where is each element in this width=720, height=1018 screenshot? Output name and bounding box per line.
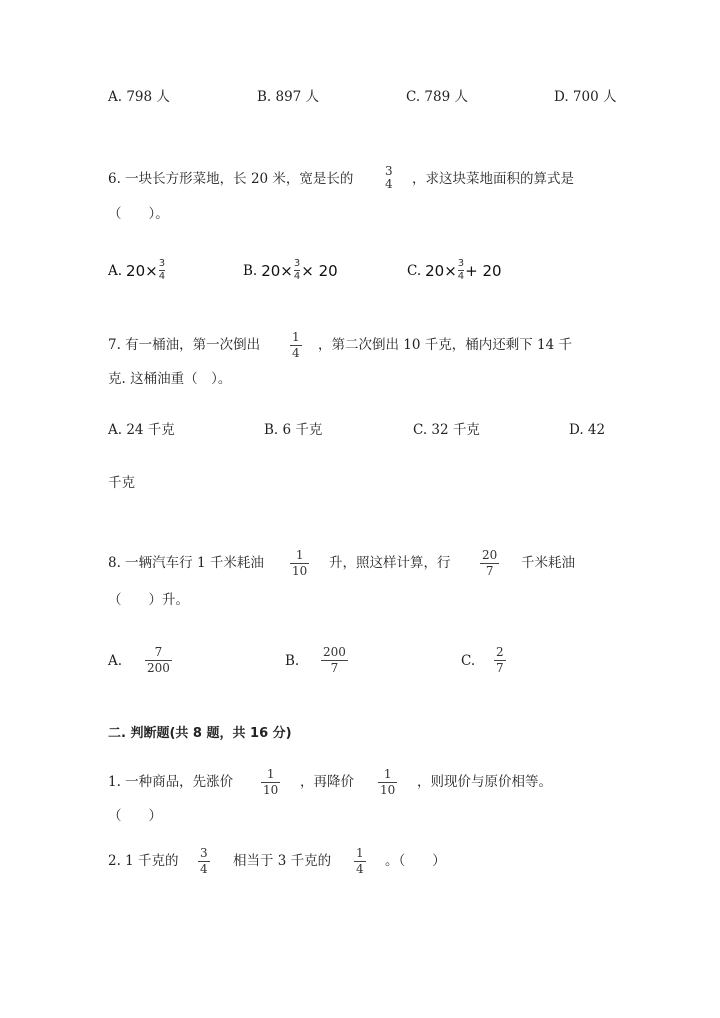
fraction-numerator: 3 bbox=[457, 258, 465, 269]
fraction-numerator: 7 bbox=[154, 645, 163, 659]
q6-fraction bbox=[383, 165, 395, 191]
fraction-denominator: 4 bbox=[356, 862, 364, 876]
fraction-denominator: 7 bbox=[330, 661, 339, 675]
option-pre: 20× bbox=[126, 261, 158, 280]
s2-q2-text: 2. 1 千克的 bbox=[108, 853, 179, 869]
s2-q2-fraction-2 bbox=[354, 847, 366, 876]
q6-answer-blank: （ ）。 bbox=[108, 206, 169, 222]
q6-text: 6. 一块长方形菜地，长 20 米，宽是长的 bbox=[108, 171, 354, 187]
option-fraction bbox=[458, 259, 464, 282]
s2-q1-answer-blank[interactable]: （ ） bbox=[108, 808, 162, 824]
fraction-denominator: 4 bbox=[457, 271, 465, 282]
fraction-numerator: 1 bbox=[356, 846, 364, 860]
q8-option-b-label[interactable]: B. bbox=[285, 653, 300, 669]
q8-fraction-1 bbox=[290, 549, 309, 578]
fraction-numerator: 3 bbox=[158, 258, 166, 269]
option-fraction bbox=[159, 259, 165, 282]
fraction-numerator: 200 bbox=[323, 645, 346, 659]
q5-option-c[interactable]: C. 789 人 bbox=[406, 89, 468, 105]
q5-option-d[interactable]: D. 700 人 bbox=[554, 89, 617, 105]
fraction-denominator: 4 bbox=[200, 862, 208, 876]
q8-option-b-fraction[interactable] bbox=[321, 646, 348, 675]
q5-option-b[interactable]: B. 897 人 bbox=[257, 89, 320, 105]
q8-text-mid: 升，照这样计算，行 bbox=[329, 555, 451, 571]
option-pre: 20× bbox=[261, 261, 293, 280]
fraction-numerator: 1 bbox=[295, 548, 304, 562]
section-title-judgment: 二. 判断题(共 8 题，共 16 分) bbox=[108, 726, 292, 741]
fraction-denominator: 7 bbox=[485, 564, 494, 578]
fraction-numerator: 2 bbox=[496, 645, 504, 659]
q6-option-a[interactable] bbox=[108, 259, 166, 282]
q7-option-c[interactable]: C. 32 千克 bbox=[413, 422, 480, 438]
fraction-denominator: 7 bbox=[496, 661, 504, 675]
q8-text: 8. 一辆汽车行 1 千米耗油 bbox=[108, 555, 264, 571]
fraction-denominator: 10 bbox=[292, 564, 308, 578]
q7-fraction bbox=[290, 331, 302, 360]
q7-option-d-wrap: 千克 bbox=[108, 475, 135, 491]
s2-q1-fraction-2 bbox=[378, 768, 397, 797]
option-label: C. bbox=[407, 262, 422, 279]
s2-q2-text-after[interactable]: 。（ ） bbox=[385, 853, 446, 869]
fraction-denominator: 200 bbox=[147, 661, 170, 675]
q8-answer-blank: （ ）升。 bbox=[108, 592, 189, 608]
fraction-numerator: 3 bbox=[293, 258, 301, 269]
s2-q1-text: 1. 一种商品，先涨价 bbox=[108, 774, 234, 790]
q7-text: 7. 有一桶油，第一次倒出 bbox=[108, 337, 261, 353]
option-label: B. bbox=[243, 262, 258, 279]
s2-q1-fraction-1 bbox=[261, 768, 280, 797]
q8-fraction-2 bbox=[480, 549, 499, 578]
s2-q1-text-after: ，则现价与原价相等。 bbox=[417, 774, 552, 790]
q8-text-after: 千米耗油 bbox=[521, 555, 575, 571]
q8-option-c-label[interactable]: C. bbox=[461, 653, 476, 669]
q7-text-after: ，第二次倒出 10 千克，桶内还剩下 14 千 bbox=[318, 337, 573, 353]
fraction-numerator: 1 bbox=[292, 330, 300, 344]
q6-option-c[interactable] bbox=[407, 259, 502, 282]
s2-q1-text-mid: ，再降价 bbox=[300, 774, 354, 790]
fraction-numerator: 1 bbox=[383, 767, 392, 781]
option-pre: 20× bbox=[425, 261, 457, 280]
q7-option-d[interactable]: D. 42 bbox=[569, 422, 606, 438]
fraction-denominator: 4 bbox=[293, 271, 301, 282]
option-post: × 20 bbox=[301, 261, 338, 280]
s2-q2-fraction-1 bbox=[198, 847, 210, 876]
q5-option-a[interactable]: A. 798 人 bbox=[108, 89, 170, 105]
fraction-denominator: 4 bbox=[385, 177, 393, 191]
q6-option-b[interactable] bbox=[243, 259, 338, 282]
q7-line2: 克. 这桶油重（ ）。 bbox=[108, 371, 232, 387]
fraction-denominator: 10 bbox=[380, 783, 396, 797]
fraction-denominator: 10 bbox=[263, 783, 279, 797]
option-label: A. bbox=[108, 262, 123, 279]
fraction-numerator: 20 bbox=[482, 548, 498, 562]
q6-text-after: ，求这块菜地面积的算式是 bbox=[412, 171, 574, 187]
q8-option-c-fraction[interactable] bbox=[494, 646, 506, 675]
q8-option-a-fraction[interactable] bbox=[145, 646, 172, 675]
q7-option-a[interactable]: A. 24 千克 bbox=[108, 422, 175, 438]
q8-option-a-label[interactable]: A. bbox=[108, 653, 123, 669]
fraction-denominator: 4 bbox=[158, 271, 166, 282]
option-post: + 20 bbox=[465, 261, 502, 280]
q7-option-b[interactable]: B. 6 千克 bbox=[264, 422, 323, 438]
option-fraction bbox=[294, 259, 300, 282]
fraction-numerator: 1 bbox=[266, 767, 275, 781]
s2-q2-text-mid: 相当于 3 千克的 bbox=[233, 853, 332, 869]
fraction-denominator: 4 bbox=[292, 346, 300, 360]
fraction-numerator: 3 bbox=[385, 164, 393, 178]
fraction-numerator: 3 bbox=[200, 846, 208, 860]
